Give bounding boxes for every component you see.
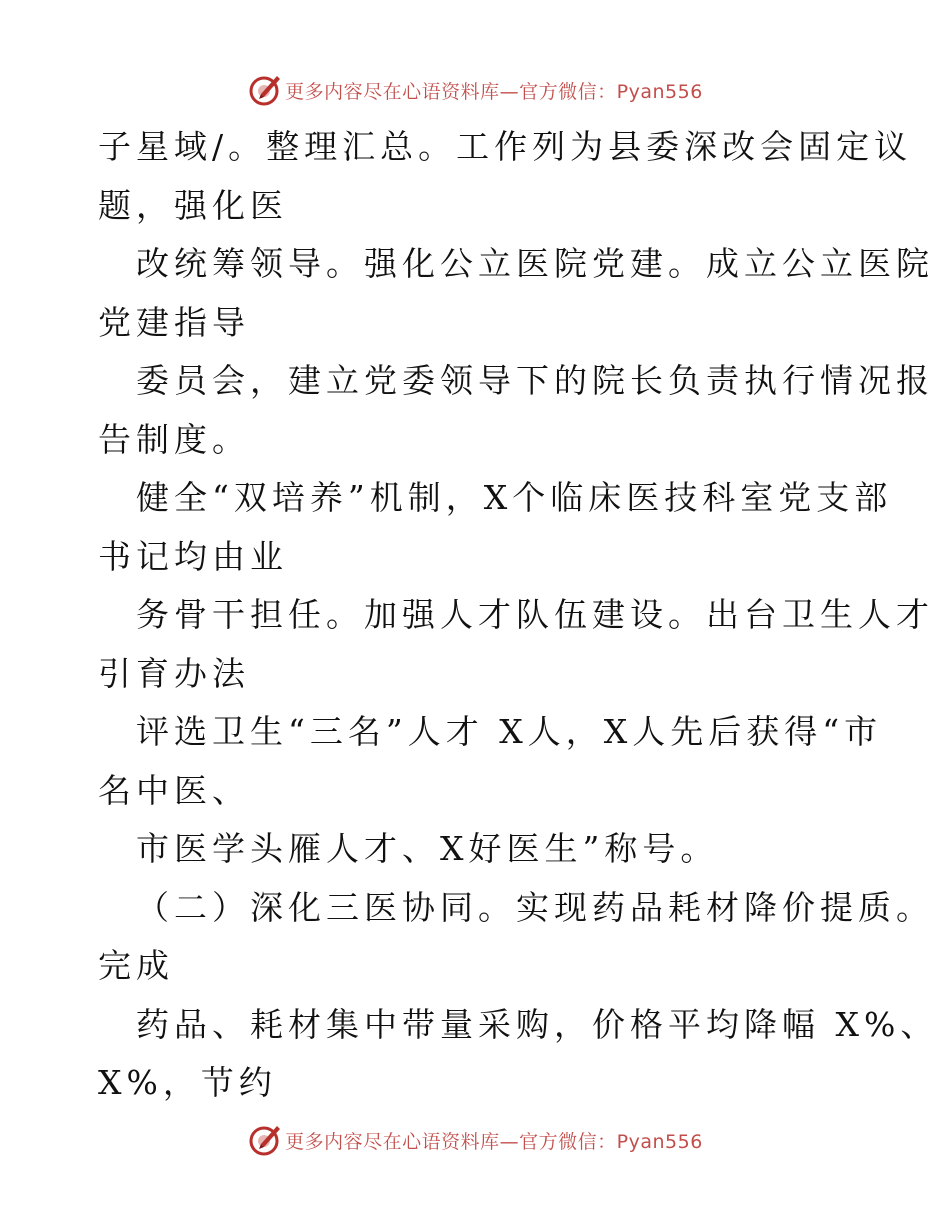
- text-line: 市医学头雁人才、X好医生”称号。: [136, 829, 719, 868]
- text-line: 完成: [98, 946, 174, 985]
- text-line: （二）深化三医协同。实现药品耗材降价提质。: [136, 887, 934, 927]
- watermark-text: 更多内容尽在心语资料库—官方微信：Pyan556: [285, 1130, 703, 1153]
- paragraph: [98, 996, 939, 1113]
- text-line: 健全“双培养”机制，X个临床医技科室党支部: [136, 478, 893, 517]
- text-line: 评选卫生“三名”人才 X人，X人先后获得“市: [136, 712, 883, 751]
- text-line: X%，节约: [98, 1063, 277, 1102]
- paragraph: [98, 469, 893, 586]
- text-line: 告制度。: [98, 419, 250, 459]
- paragraph: [98, 118, 913, 235]
- text-line: 党建指导: [98, 302, 250, 342]
- pen-in-circle-logo-icon: [247, 72, 283, 108]
- text-line: 书记均由业: [98, 536, 288, 576]
- text-line: 药品、耗材集中带量采购，价格平均降幅 X%、: [136, 1004, 939, 1044]
- text-line: 引育办法: [98, 653, 250, 693]
- paragraph: [98, 586, 934, 703]
- header-watermark: [0, 70, 950, 110]
- text-line: 子星域/。整理汇总。工作列为县委深改会固定议: [98, 127, 913, 166]
- text-line: 名中医、: [98, 770, 250, 810]
- paragraph: [98, 235, 934, 352]
- document-body: [98, 118, 939, 1113]
- paragraph: [98, 879, 934, 996]
- pen-in-circle-logo-icon: [247, 1122, 283, 1158]
- text-line: 务骨干担任。加强人才队伍建设。出台卫生人才: [136, 595, 934, 634]
- text-line: 改统筹领导。强化公立医院党建。成立公立医院: [136, 244, 934, 283]
- paragraph: [98, 352, 934, 469]
- text-line: 委员会，建立党委领导下的院长负责执行情况报: [136, 361, 934, 400]
- footer-watermark: [0, 1120, 950, 1160]
- paragraph: [98, 820, 858, 879]
- text-line: 题，强化医: [98, 185, 288, 225]
- paragraph: [98, 703, 883, 820]
- watermark-text: 更多内容尽在心语资料库—官方微信：Pyan556: [285, 80, 703, 103]
